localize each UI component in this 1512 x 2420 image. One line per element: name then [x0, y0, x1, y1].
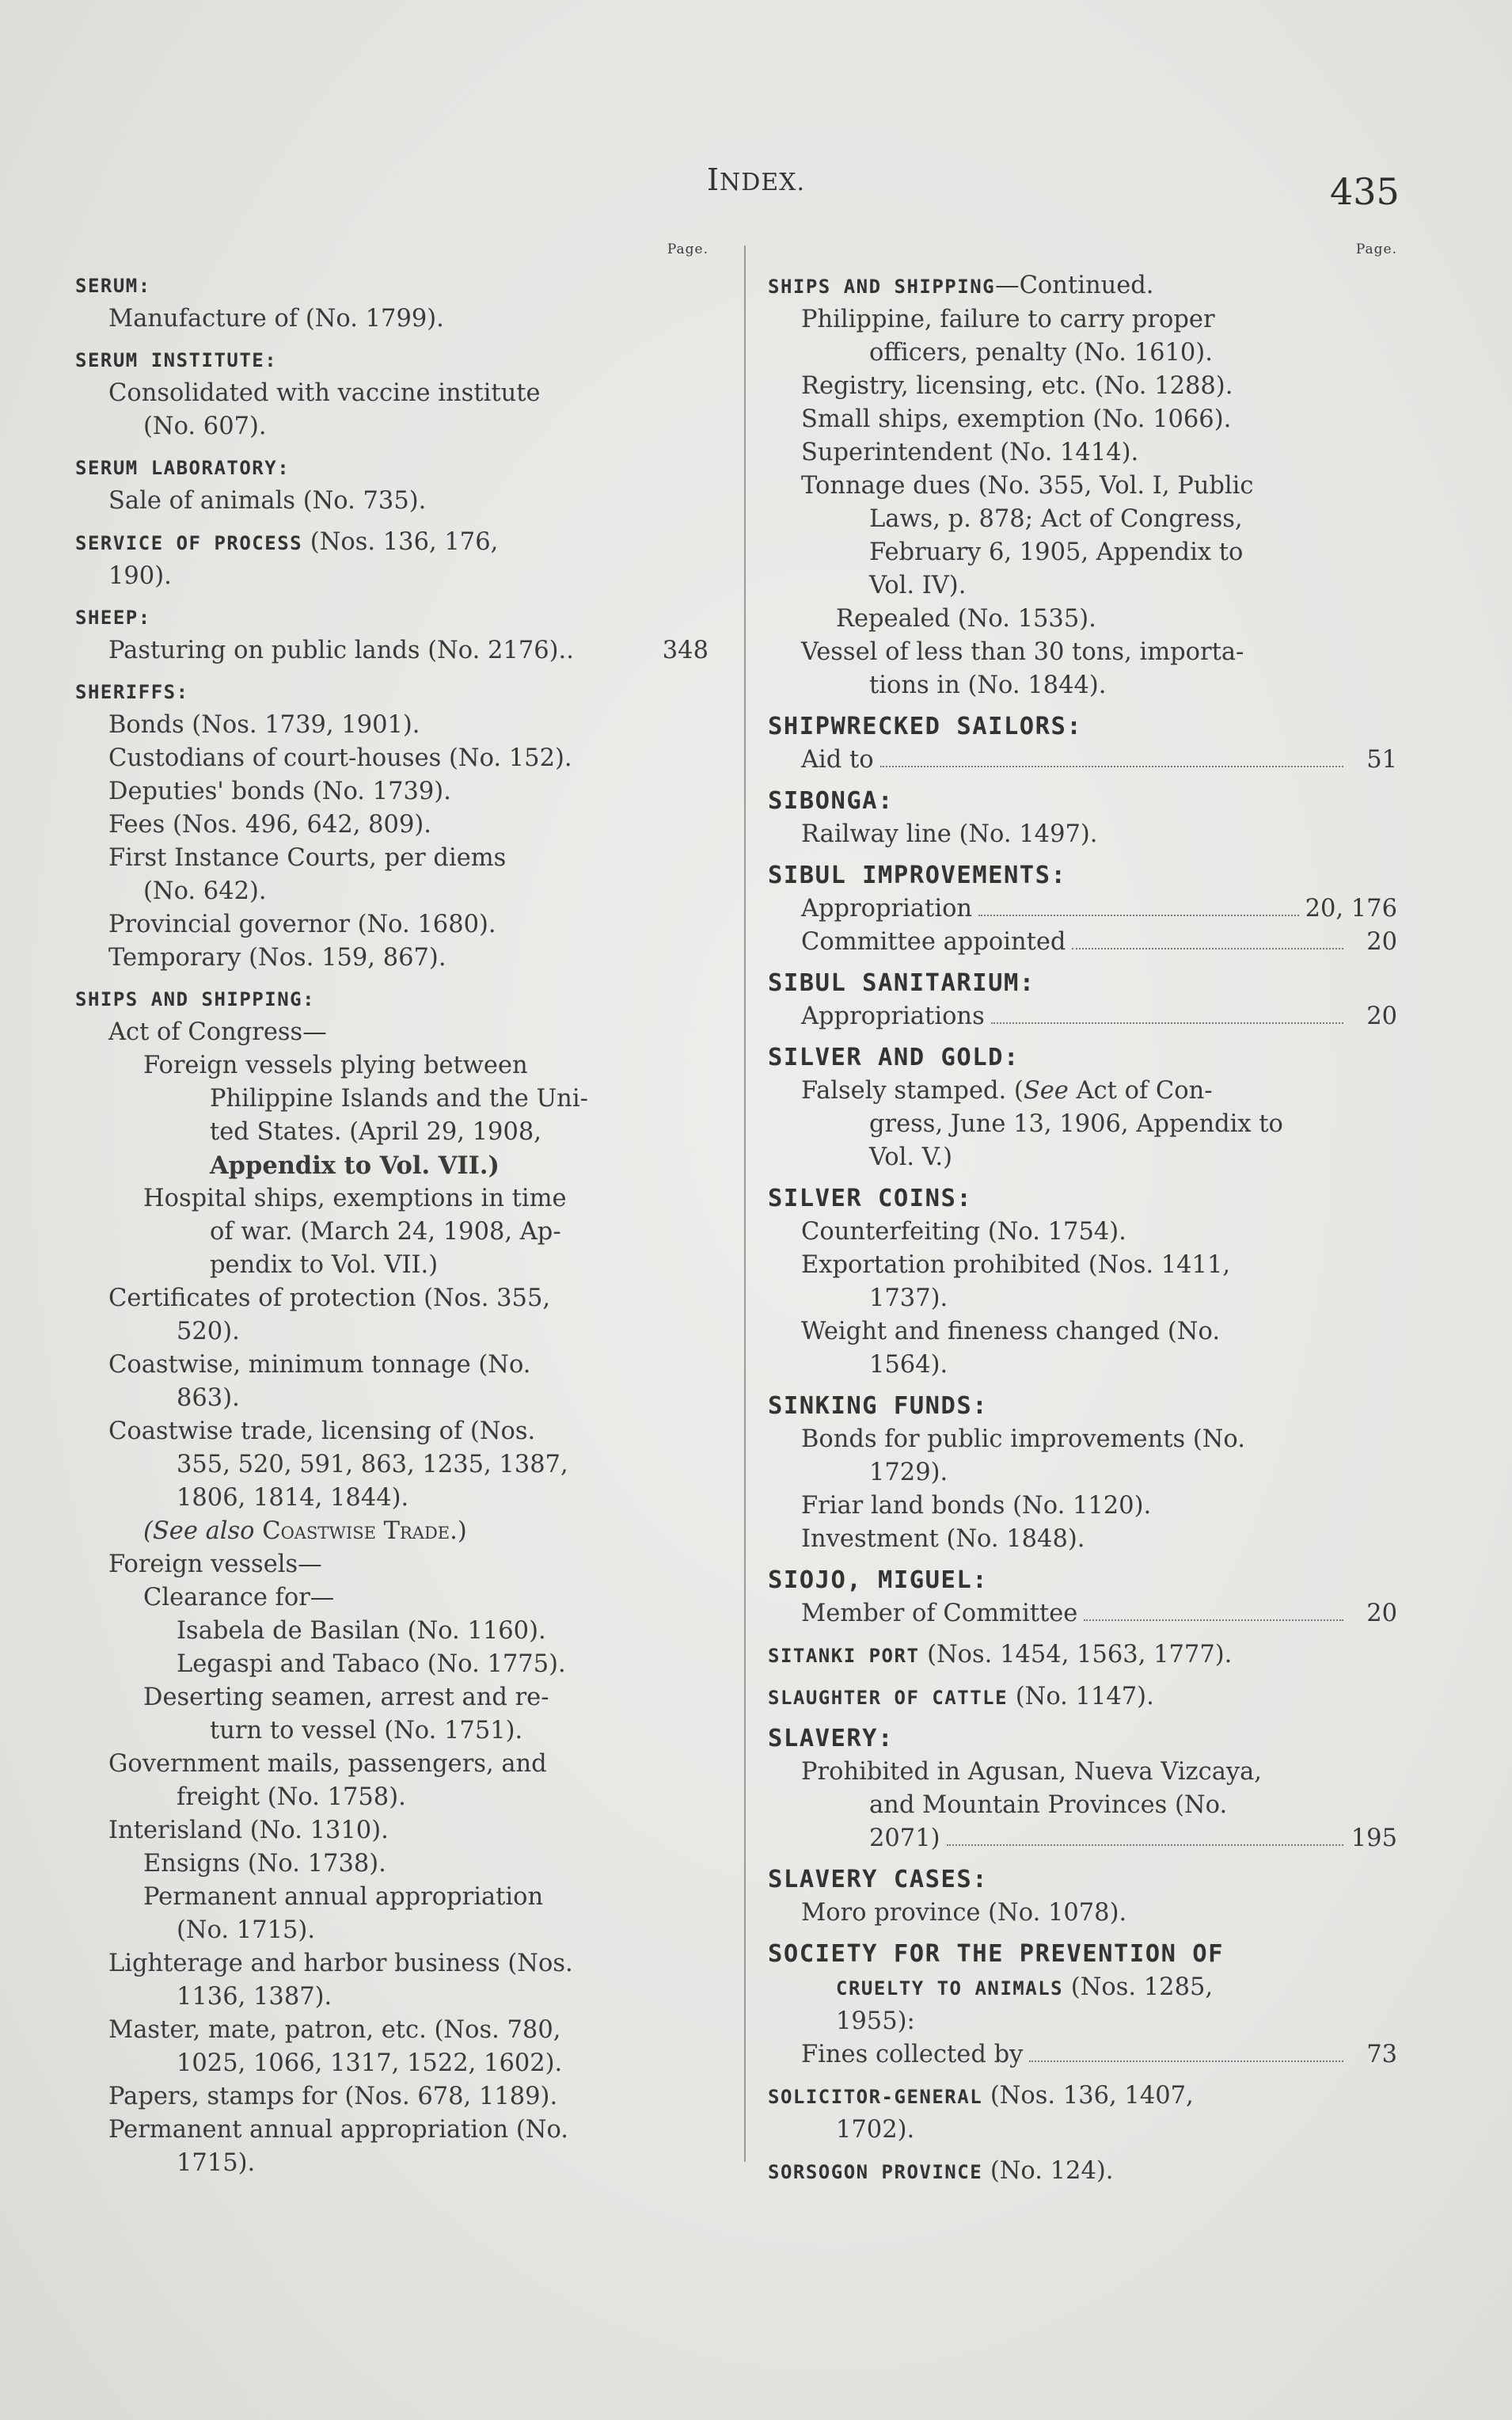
entry-line: 1729).: [869, 1459, 948, 1486]
entry-line: (No. 607).: [143, 413, 267, 440]
index-entry: [768, 2079, 1397, 2147]
entry-heading: SHIPWRECKED SAILORS:: [768, 713, 1083, 740]
entry-heading: SILVER COINS:: [768, 1185, 973, 1212]
entry-refs: (No. 1147).: [1008, 1683, 1154, 1710]
index-entry: [768, 967, 1397, 1033]
leader-dots: [880, 765, 1343, 767]
entry-line: Investment (No. 1848).: [801, 1525, 1085, 1553]
entry-heading: SLAUGHTER OF CATTLE: [768, 1687, 1009, 1709]
entry-text: Aid to: [801, 746, 874, 774]
entry-text: Member of Committee: [801, 1600, 1078, 1627]
entry-heading: SHERIFFS:: [75, 681, 189, 703]
entry-line: [768, 1822, 1397, 1855]
index-entry: [75, 526, 709, 593]
entry-line: Deserting seamen, arrest and re-: [143, 1684, 549, 1711]
index-entry: [768, 1390, 1397, 1556]
index-entry: [75, 269, 709, 336]
entry-line: Philippine, failure to carry proper: [801, 306, 1215, 333]
page-column-label: Page.: [667, 242, 709, 257]
index-entry: [768, 1938, 1397, 2072]
entry-line: Temporary (Nos. 159, 867).: [108, 944, 446, 972]
entry-line: Fees (Nos. 496, 642, 809).: [108, 811, 431, 839]
entry-line: Clearance for—: [143, 1584, 335, 1611]
entry-refs: (Nos. 1454, 1563, 1777).: [919, 1641, 1233, 1669]
entry-line: (No. 1715).: [177, 1916, 316, 1944]
entry-line: Master, mate, patron, etc. (Nos. 780,: [108, 2016, 561, 2044]
entry-text: Appropriations: [801, 1003, 985, 1030]
entry-heading: SERUM:: [75, 275, 151, 297]
entry-line: February 6, 1905, Appendix to: [869, 538, 1244, 566]
entry-line: 863).: [177, 1384, 240, 1412]
leader-dots: [1084, 1619, 1343, 1621]
entry-line: Government mails, passengers, and: [108, 1750, 547, 1778]
entry-heading: SERVICE OF PROCESS: [75, 532, 303, 554]
entry-line: ted States. (April 29, 1908,: [210, 1118, 541, 1146]
entry-line: Weight and fineness changed (No.: [801, 1318, 1221, 1345]
entry-line: Manufacture of (No. 1799).: [108, 305, 444, 333]
page-title: [0, 162, 1512, 197]
index-entry: [768, 710, 1397, 777]
entry-line: [768, 1971, 1397, 2005]
page-ref: 20: [1366, 1003, 1397, 1030]
entry-line: [768, 269, 1397, 303]
entry-line: Laws, p. 878; Act of Congress,: [869, 505, 1243, 533]
index-entry: [768, 2155, 1397, 2189]
entry-line: Foreign vessels—: [108, 1551, 322, 1578]
entry-line: [768, 1638, 1397, 1672]
entry-line: 1715).: [177, 2149, 256, 2177]
entry-line: Bonds (Nos. 1739, 1901).: [108, 711, 420, 739]
entry-line: Custodians of court-houses (No. 152).: [108, 744, 572, 772]
entry-heading: SERUM INSTITUTE:: [75, 349, 278, 371]
entry-line: Small ships, exemption (No. 1066).: [801, 405, 1232, 433]
entry-line: 1737).: [869, 1284, 948, 1312]
page-ref: 20: [1366, 1600, 1397, 1627]
entry-line: [768, 2079, 1397, 2114]
entry-line: Moro province (No. 1078).: [801, 1899, 1127, 1927]
entry-refs: (Nos. 1285,: [1063, 1973, 1214, 2001]
entry-line: Isabela de Basilan (No. 1160).: [177, 1617, 546, 1645]
index-entry: [768, 1041, 1397, 1174]
entry-refs: (Nos. 136, 176,: [302, 528, 499, 556]
entry-heading: SLAVERY:: [768, 1725, 894, 1752]
page-ref: 20: [1366, 928, 1397, 956]
index-entry: [768, 1680, 1397, 1714]
entry-line: Repealed (No. 1535).: [836, 605, 1096, 633]
index-entry: [768, 269, 1397, 702]
entry-line: Counterfeiting (No. 1754).: [801, 1218, 1126, 1246]
see-also-label: (See also: [143, 1517, 263, 1545]
entry-line: Coastwise trade, licensing of (Nos.: [108, 1417, 536, 1445]
entry-heading: SIBUL SANITARIUM:: [768, 969, 1035, 997]
entry-line: Exportation prohibited (Nos. 1411,: [801, 1251, 1231, 1279]
entry-heading: SIBONGA:: [768, 787, 894, 815]
entry-continued: —Continued.: [995, 272, 1154, 299]
entry-line: Consolidated with vaccine institute: [108, 379, 541, 407]
entry-line: [768, 1597, 1397, 1630]
entry-line: [75, 526, 709, 560]
index-entry: [768, 1863, 1397, 1930]
index-entry: [768, 859, 1397, 959]
entry-line: Superintendent (No. 1414).: [801, 439, 1139, 466]
entry-line: Friar land bonds (No. 1120).: [801, 1492, 1152, 1520]
entry-line: Tonnage dues (No. 355, Vol. I, Public: [801, 472, 1254, 500]
leader-dots: [1072, 947, 1343, 949]
entry-line: of war. (March 24, 1908, Ap-: [210, 1218, 561, 1246]
index-entry: [768, 785, 1397, 851]
entry-line: [768, 892, 1397, 926]
entry-text: Fines collected by: [801, 2041, 1024, 2068]
entry-line: Sale of animals (No. 735).: [108, 487, 427, 515]
entry-line: Vol. IV).: [869, 572, 967, 599]
entry-line: Coastwise, minimum tonnage (No.: [108, 1351, 531, 1379]
entry-line: 355, 520, 591, 863, 1235, 1387,: [177, 1451, 568, 1478]
entry-line: [768, 1000, 1397, 1033]
entry-line: Philippine Islands and the Uni-: [210, 1085, 588, 1113]
entry-refs: (Nos. 136, 1407,: [982, 2082, 1194, 2110]
entry-heading: SHEEP:: [75, 607, 151, 629]
index-entry: [75, 451, 709, 518]
entry-heading: SOCIETY FOR THE PREVENTION OF: [768, 1940, 1225, 1968]
entry-refs: (No. 124).: [982, 2157, 1114, 2185]
page-ref: 195: [1351, 1825, 1397, 1852]
page-ref: 73: [1366, 2041, 1397, 2068]
page-ref: 348: [662, 637, 709, 664]
page-number: 435: [1330, 170, 1400, 213]
entry-line: [768, 744, 1397, 777]
entry-heading: SIOJO, MIGUEL:: [768, 1566, 989, 1594]
entry-line: Certificates of protection (Nos. 355,: [108, 1284, 551, 1312]
entry-line: freight (No. 1758).: [177, 1783, 406, 1811]
index-entry: [768, 1564, 1397, 1630]
entry-line: Papers, stamps for (Nos. 678, 1189).: [108, 2083, 558, 2110]
entry-heading: SHIPS AND SHIPPING: [768, 276, 996, 298]
entry-heading-cont: CRUELTY TO ANIMALS: [836, 1977, 1064, 2000]
see-label: See: [1023, 1077, 1069, 1105]
entry-line: First Instance Courts, per diems: [108, 844, 507, 872]
entry-line: gress, June 13, 1906, Appendix to: [869, 1110, 1283, 1138]
entry-line: [768, 1680, 1397, 1714]
entry-line: Lighterage and harbor business (Nos.: [108, 1950, 573, 1977]
entry-line: Appendix to Vol. VII.): [210, 1151, 500, 1180]
entry-line: Railway line (No. 1497).: [801, 820, 1098, 848]
entry-line: turn to vessel (No. 1751).: [210, 1717, 523, 1745]
entry-text: Committee appointed: [801, 928, 1066, 956]
entry-line: Foreign vessels plying between: [143, 1052, 528, 1079]
leader-dots: [978, 914, 1299, 916]
page-ref: 20, 176: [1305, 895, 1397, 923]
index-entry: [768, 1722, 1397, 1855]
index-entry: [768, 1182, 1397, 1382]
entry-heading: SIBUL IMPROVEMENTS:: [768, 862, 1067, 889]
index-entry: [75, 344, 709, 443]
entry-text: Falsely stamped. (: [801, 1077, 1024, 1105]
entry-text: Act of Con-: [1068, 1077, 1213, 1105]
entry-text: Pasturing on public lands (No. 2176)..: [108, 637, 574, 664]
entry-heading: SILVER AND GOLD:: [768, 1044, 1020, 1071]
cross-reference: Coastwise Trade.): [262, 1517, 467, 1545]
right-column: [768, 238, 1397, 2189]
entry-line: Prohibited in Agusan, Nueva Vizcaya,: [801, 1758, 1263, 1786]
entry-line: 1025, 1066, 1317, 1522, 1602).: [177, 2049, 563, 2077]
entry-heading: SINKING FUNDS:: [768, 1392, 989, 1420]
entry-line: 1136, 1387).: [177, 1983, 332, 2011]
entry-line: Vol. V.): [869, 1143, 953, 1171]
leader-dots: [991, 1022, 1343, 1024]
entry-line: [75, 634, 709, 668]
entry-line: pendix to Vol. VII.): [210, 1251, 439, 1279]
entry-heading: SITANKI PORT: [768, 1645, 920, 1667]
index-entry: [75, 983, 709, 2180]
entry-line: (No. 642).: [143, 877, 267, 905]
leader-dots: [947, 1844, 1343, 1846]
entry-heading: SLAVERY CASES:: [768, 1866, 989, 1893]
entry-line: Provincial governor (No. 1680).: [108, 911, 496, 938]
page-ref: 51: [1366, 746, 1397, 774]
entry-line: 190).: [108, 562, 172, 590]
entry-line: Hospital ships, exemptions in time: [143, 1185, 567, 1212]
leader-dots: [1029, 2060, 1343, 2062]
entry-line: Deputies' bonds (No. 1739).: [108, 778, 451, 805]
entry-text: 2071): [869, 1825, 940, 1852]
entry-line: Legaspi and Tabaco (No. 1775).: [177, 1650, 566, 1678]
entry-line: 1564).: [869, 1351, 948, 1379]
entry-line: [75, 1515, 709, 1548]
index-entry: [75, 601, 709, 668]
entry-line: [768, 1075, 1397, 1108]
index-entry: [75, 675, 709, 975]
entry-line: Permanent annual appropriation (No.: [108, 2116, 568, 2144]
entry-text: Appropriation: [801, 895, 973, 923]
entry-heading: SERUM LABORATORY:: [75, 457, 291, 479]
entry-line: tions in (No. 1844).: [869, 672, 1107, 699]
entry-line: and Mountain Provinces (No.: [869, 1791, 1228, 1819]
entry-line: Permanent annual appropriation: [143, 1883, 544, 1911]
entry-line: Interisland (No. 1310).: [108, 1817, 389, 1844]
entry-line: [768, 2038, 1397, 2072]
entry-line: Ensigns (No. 1738).: [143, 1850, 386, 1878]
entry-line: 1955):: [836, 2007, 915, 2035]
column-divider: [744, 245, 746, 2162]
title-lead: I: [706, 162, 720, 197]
title-rest: NDEX.: [719, 169, 806, 196]
entry-line: 520).: [177, 1318, 240, 1345]
entry-line: officers, penalty (No. 1610).: [869, 339, 1213, 367]
left-column: [75, 238, 709, 2180]
entry-line: [768, 2155, 1397, 2189]
entry-line: Bonds for public improvements (No.: [801, 1425, 1245, 1453]
entry-heading: SHIPS AND SHIPPING:: [75, 988, 316, 1010]
entry-heading: SOLICITOR-GENERAL: [768, 2086, 983, 2108]
entry-line: [768, 926, 1397, 959]
entry-line: Act of Congress—: [108, 1018, 327, 1046]
entry-line: Registry, licensing, etc. (No. 1288).: [801, 372, 1233, 400]
entry-heading: SORSOGON PROVINCE: [768, 2161, 983, 2183]
entry-line: 1806, 1814, 1844).: [177, 1484, 409, 1512]
page-column-label: Page.: [1355, 242, 1397, 257]
entry-line: 1702).: [836, 2116, 915, 2144]
entry-line: Vessel of less than 30 tons, importa-: [801, 638, 1244, 666]
index-entry: [768, 1638, 1397, 1672]
